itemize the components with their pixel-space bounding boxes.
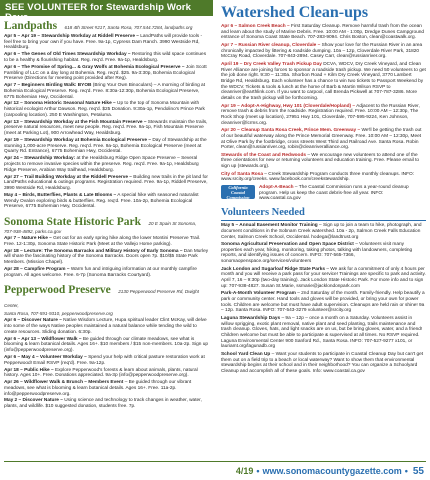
coastal-commission-logo — [221, 185, 255, 199]
event-item — [4, 267, 209, 278]
event-item — [4, 236, 209, 247]
event-text: Spend your help with critical pasture restoration work at Pepperwood! Email RSVP (req'd). Free. 9a-12p. — [4, 354, 205, 366]
adopt-text: – The Coastal Commission runs a year-round cleanup program. Help us keep the coast debris-free all year. INFO: www.coastal.ca.gov — [259, 185, 409, 202]
stewards-heading: Stewards of the Coast and Redwoods — [221, 152, 306, 158]
volunteer-heading: Jack London and Sugarloaf Ridge State Parks — [221, 266, 325, 272]
event-date: Apr 19 – — [4, 138, 23, 144]
cleanup-text: Adjacent to the Russian River, remove trash & debris from the roadside. Registration required. Free. 10:00 AM – 12:30p, The Rock Shop (meet up location), 27951 Hwy 101, Cloverdale, 707-595-9224, Ken Johnson, cleanriver@lcrms.org. — [221, 103, 420, 126]
page-number: 55 — [412, 465, 424, 477]
volunteer-text: – Want your students to participate in Coastal Cleanup Day but can't get them out on a field trip to a beach or local waterway? Want to show them that environmental stewardship begins at their school and in their neighborhood? You can organize a Schoolyard Cleanup and accomplish all of these goals. Info: www.coastal.ca.gov — [221, 351, 424, 375]
event-title: Wildflower Walk – — [41, 336, 82, 342]
pepperwood-heading — [4, 283, 209, 317]
sonoma-state-events — [0, 236, 213, 278]
cleanup-item — [221, 128, 426, 151]
event-item — [4, 249, 209, 266]
event-title: Discover Nature – — [21, 318, 62, 324]
event-item — [4, 52, 209, 63]
volunteer-item — [221, 352, 426, 375]
volunteer-text: – We ask for a commitment of only 4 hours per month and you will receive a park pass for your service! Trainings are specific to park and activity. April 7, 16 – 9:30p (two-day training). Jack London State Historic Park. For more info and to sign up: 707-938-4827. Susan St.Marie, ssmarie@jacklondonpark.com — [221, 266, 426, 289]
event-title: Wildflower Walk & Brunch – Members Event — [24, 380, 124, 386]
event-text: Stewards maintain the trails, preserve natural resources, meet new people. Reg. req'd. Free. 9a-1p, Fish Mountain Preserve (meet at Parking Lot), 900 Arrowhead Way, Healdsburg. — [4, 119, 208, 137]
event-text: Up to the top of Sonoma Mountain with historical ecologist Arthur Dawson. Reg. req'd. $25 Donation. 9:30a-1p, Pendolino's Prince Park (carpooling location). 250 E Washington, Petaluma. — [4, 101, 205, 118]
cleanup-heading: April 19 – Dry Creek Valley Trash Pickup Day — [221, 61, 322, 67]
event-text: Dan Murley will share the fascinating history of the Sonoma Barracks. Doors open 7p. $10/$5 State Park Members. (Mission Chapel). — [4, 248, 209, 266]
cleanup-item — [221, 62, 426, 102]
event-item — [4, 175, 209, 192]
event-title: The Genes of Old Times Stewardship Workday – — [21, 52, 131, 58]
volunteer-item — [221, 242, 426, 265]
sonoma-state-address: 20 E Spain St Sonoma, — [148, 221, 197, 227]
event-text: (Bring Your Own Binoculars) – A morning of birding at Bohemia Ecological Preserve. Reg. req'd. Free. 8:30a-12:30p, Bohemia Ecological Preserve, 6775 Bohemian Hwy, Occidental. — [4, 83, 206, 100]
stewardship-banner: SEE VOLUNTEER for Stewardship Work Days — [0, 0, 213, 16]
right-column — [217, 0, 430, 462]
event-item — [4, 368, 209, 379]
city-heading: City of Santa Rosa — [221, 171, 263, 177]
adopt-row — [221, 185, 426, 202]
event-date: Apr 24 – — [4, 156, 23, 162]
event-date: May 4 – — [4, 192, 22, 198]
event-text: A special hike with seasoned naturalist Wendy Ovalon exploring birds & butterflies. Reg. req'd. Free. 10a-2p, Bohemia Ecological Preserve, 6775 Bohemian Hwy, Occidental. — [4, 192, 199, 210]
footer — [0, 462, 430, 480]
event-title: Beginners Birding Walk: BYOB — [21, 83, 92, 89]
event-date: Apr 18 – — [4, 367, 23, 373]
event-item — [4, 380, 209, 397]
event-date: Apr 5 – Apr 19 – — [4, 34, 40, 39]
event-title: Stewardship Workday at the Fish Mountain Preserve – — [24, 119, 147, 125]
event-date: Apr 28 – — [4, 266, 23, 272]
event-item — [4, 83, 209, 100]
landpaths-name: Landpaths — [4, 20, 58, 32]
city-text: – Creek Stewardship Program conducts three monthly cleanups. INFO: www.srcity.org/creeks. www.facebook.com/creekstewardship. — [221, 171, 414, 183]
event-text: – Be guided through our vibrant meadows, see what is blooming & learn botanical details. Ages 16+. Free. 11a-2p. info@pepperwoodpreserve.org. — [4, 380, 192, 397]
event-title: Campfire Program – — [24, 266, 70, 272]
event-item — [4, 193, 209, 210]
event-text: Native Wisdom Lecture, Hupa spiritual leader Clint McKay, will delve into some of the ways Native peoples maintained a natural balance while tending the wild to create resources. Sliding donation. 6:30p. — [4, 318, 207, 335]
stewards-text: – We encourage new volunteers to attend one of the three orientations for new or returning volunteers and education training. Free. Please email to sign up (stewards.org). — [221, 152, 420, 170]
left-column — [0, 0, 213, 462]
volunteer-heading: May 5 – Annual Easement Monitor Training — [221, 223, 318, 229]
volunteer-text: – Sign up to join a team to hike, photograph, and document conditions in the Sobnam Creek watershed. 10a - 2p, Salmon Creek Falls Education Center, Salmon Creek School, Occidental. hodega@landtrust.org — [221, 223, 422, 240]
logo-text: California Coastal Commission — [226, 184, 250, 200]
event-item — [4, 318, 209, 335]
event-title: Stewardship Workday at Riddell Preserve – — [41, 34, 139, 39]
sonoma-state-name: Sonoma State Historic Park — [4, 216, 142, 229]
event-item — [4, 355, 209, 366]
cleanup-text: Show your love for the Russian River in an area chronically impacted by littering & roadside dumping. 10a – 12p, Cloverdale River Park, 31820 McCray Road, Cloverdale. 707-843-2894. Casey Carr, clean@russianriver.org. — [221, 42, 423, 60]
cleanup-heading: Apr 7 – Russian River cleanup, Cloverdale – — [221, 42, 321, 48]
volunteer-item — [221, 291, 426, 314]
volunteer-item — [221, 267, 426, 290]
event-text: at the Healdsburg Ridge Open Space Preserve – Several projects to remove invasive species within the preserve. Reg. req'd. Free. 9a-1p, Healdsburg Ridge Preserve, Arabian Way trailhead, Healdsburg. — [4, 156, 199, 173]
event-item — [4, 138, 209, 155]
stewards-item — [221, 153, 426, 170]
event-text: Get out for an early spring hike along the lower Montini Preserve Trail. Free. 12-1:30p, Sonoma State Historic Park (Meet at the Vallejo Home parking). — [4, 236, 201, 247]
event-title: Lecture: The Sonoma Barracks and Military History of Early Sonoma – — [24, 248, 183, 254]
cleanup-heading: Apr 6 – Salmon Creek Beach – — [221, 24, 290, 29]
event-date: May 2 – — [4, 398, 22, 404]
event-date: Apr 6 – — [4, 64, 21, 70]
landpaths-address: 618 4th Street #217, Santa Rosa, 707.544.7284, landpaths.org — [64, 25, 193, 30]
event-item — [4, 398, 209, 409]
event-text: Restoring this wild space continues to be a healthy & flourishing habitat. Reg. req'd. Free. 9a-1p, Healdsburg. — [4, 52, 207, 63]
sonoma-state-heading — [4, 215, 209, 235]
event-text: Building new trails in the pit land for LandPaths educational & outings programs. Registration required. Free. 9a-1p, Riddell Preserve, 3990 Westside Rd, Healdsburg. — [4, 174, 209, 192]
cleanup-item — [221, 104, 426, 127]
event-title: Sonoma Historic Seasonal Nature Hike – — [24, 101, 116, 107]
event-item — [4, 34, 209, 51]
volunteer-text: – 2nd Saturday of the month. Family-friendly. Help beautify a park or community center. Hand tools and gloves will be provided, or bring your own for power tools. Children are welcome but must have adult supervision. Cleanups are held rain or shine! 9a – 12p. Santa Rosa. INFO: 707-543-3279 volunteer@srcity.org — [221, 291, 425, 314]
volunteer-item — [221, 316, 426, 350]
volunteers-title: Volunteers Needed — [221, 207, 305, 219]
event-text: Join Scott Fambling of LLC on a day long at Bohemia. Reg. req'd. $25. 9a-3:30p, Bohemia Ecological Preserve (Directions for meeting point provided after Reg). — [4, 64, 207, 82]
cleanup-text: DCVA, WDCV, Dry Creek Vineyard, and Clean River Alliance are joining forces to sponsor a roadside trash pickup. We need 50 volunteers to get the job done right. 9:30 – 11:30a. Shorbon Road + Kilm Dry Creek Vineyard, 3770 Lambert Bridge Rd, Healdsburg. Each volunteer has a chance to win two tickets to Passport Weekend by the WDCV. Tickets & tools & lunch at the home of Barb & Martin Wilson RSVP to cleanriver@earthlink.com. If you want to carpool, call Brenda Pickwell at 707-787-3286. More details on the trash pickup will be forthcoming. — [221, 61, 426, 102]
footer-site-link[interactable]: www.sonomacountygazette.com — [262, 466, 402, 476]
pepperwood-address2: Santa Rosa, 707-591-9310, pepperwoodpreserve.org — [4, 311, 113, 317]
event-title: Discover Nature – — [22, 398, 63, 404]
event-title: Stewardship Workday at Bohemia Ecological Preserve – — [24, 138, 151, 144]
volunteer-item — [221, 223, 426, 240]
pepperwood-events — [0, 318, 213, 409]
event-text: Using science and technology to track changes in weather, water, plants, and wildlife. $10 suggested donation, students free. 7p. — [4, 398, 202, 410]
sonoma-state-address2: 707-938-4892, parks.ca.gov — [4, 229, 62, 235]
volunteer-text: – 9a – 12p – once a month on a Saturday. Volunteers assist in willow sprigging, exotic plant removal, native plant and seed planting, trails maintenance and trash cleanup. Gloves, hats, and light snacks are on us, but be bring gloves, water, and a friend! Children welcome but must be able to participate & supervised at all times. No RSVP required. Laguna Environmental Center 900 Sanford Rd., Santa Rosa. INFO: 707-527-9277 x101, or lauriamt.org/lagunadb.org — [221, 315, 423, 350]
volunteers-rule — [221, 220, 426, 221]
event-title: Birds, Butterflies, Plants & Late Blooms – — [22, 192, 117, 198]
event-item — [4, 65, 209, 82]
event-text: LandPaths will provide tools - feel free to bring your own if you have. Free. 9a-1p, Cypress Dam Ranch. 3990 Westside Rd, Healdsburg. — [4, 34, 203, 51]
pepperwood-name: Pepperwood Preserve — [4, 284, 111, 297]
event-title: Stewardship Workday: — [24, 156, 76, 162]
cleanup-heading: Apr 20 – Cleanup Santa Rosa Creek, Prince Mem. Greenway – — [221, 128, 361, 134]
watershed-items — [217, 24, 430, 151]
volunteer-text: – Volunteers visit many properties each year, hiking, monitoring, taking photos, talking with landowners, completing reports, and identifying issues of concern. INFO: 707-565-7366, sonomaopenspace.org/services/volunteers — [221, 242, 413, 265]
event-date: Apr 7 – — [4, 236, 21, 242]
event-date: Apr 26 – — [4, 380, 23, 386]
event-title: Volunteer Workday – — [39, 354, 87, 360]
footer-date: 4/19 — [235, 466, 254, 476]
volunteer-heading: School Yard Clean Up — [221, 351, 271, 357]
event-title: Nature Hike – — [21, 236, 52, 242]
landpaths-events — [0, 34, 213, 210]
watershed-title: Watershed Clean-ups — [221, 4, 369, 21]
event-date: Apr 6 – — [4, 318, 21, 324]
event-date: Apr 12 – — [4, 101, 23, 107]
event-item — [4, 156, 209, 173]
volunteers-items — [217, 223, 430, 375]
cleanup-item — [221, 43, 426, 60]
landpaths-heading — [4, 19, 209, 33]
cleanup-heading: Apr 19 – Adopt-A-Highway, Hwy 101 (Cloverdale/Hopland) – — [221, 103, 356, 109]
event-date: Apr 18 – — [4, 248, 23, 254]
cleanup-item — [221, 24, 426, 41]
cleanup-text: First Saturday Cleanup. Remove harmful trash from the ocean and learn about the study of Marine Debris. Free. 10:00 AM - 1:00p, Dredge Dunes Campground entrance of Sonoma Coast State Beach. 707-283-9094. Chris Boston, clean@coastwalk.org. — [221, 24, 425, 41]
event-item — [4, 101, 209, 118]
event-date: Apr 13 – — [4, 119, 23, 125]
pepperwood-address: 2130 Pepperwood Preserve Rd, Dwight Center, — [4, 289, 199, 309]
event-date: Apr 27 – — [4, 174, 23, 180]
event-date: Apr 6 – May 4 – — [4, 354, 39, 360]
cleanup-text: We'll be getting the trash out of our beautiful waterway along the Prince Memorial Greenway. Free. 10:00 AM – 12:30p, Meet at Olive Park by the footbridge, cross streets West Third and Railroad Ave. Santa Rosa. Robin Porter, clean@russianriver.org, robin@cleanriveralliance.org. — [221, 128, 422, 151]
event-text: Day of Stewardship at the stunning 1,000-acre Preserve. Reg. req'd. Free. 9a-1p, Bohemia Ecological Preserve (meet at Quarry Rd. Entrance), 6775 Bohemian Hwy, Occidental. — [4, 138, 207, 155]
event-item — [4, 120, 209, 137]
event-text: Warm fun and intriguing information at our monthly campfire program. All ages welcome. Free. 6-7p (Sonoma Barracks Courtyard). — [4, 266, 197, 278]
volunteer-heading: Sonoma Agricultural Preservation and Open Space District — [221, 242, 354, 248]
event-text: Explore Pepperwood's forests & learn about animals, plants, natural history. Ages 10+. Free. Donations appreciated. 9a-3p (info@pepperwoodpreserve.org). — [4, 367, 198, 379]
volunteer-heading: Park-A-Month Volunteer Program — [221, 291, 296, 297]
event-text: Be guided through our climate meadows, see what is blooming & learn botanical details. Ages 16+. $10 members / $15 non-members. 10a-2p. Sign up (info@pepperwoodpreserve.org). — [4, 336, 208, 354]
event-title: Public Hike – — [24, 367, 54, 373]
adopt-heading: Adopt-A-Beach — [259, 185, 294, 191]
event-date: Apr 7 – — [4, 83, 21, 89]
event-title: The Promise of Spring... & Gray Wolfs at Bohemia Ecological Preserve – — [21, 64, 185, 70]
event-date: Apr 6 – — [4, 52, 21, 58]
event-date: Apr 6 – Apr 13 – — [4, 336, 40, 342]
event-title: Trail Building Workday at the Riddell Preserve – — [24, 174, 132, 180]
adopt-item — [259, 185, 426, 202]
event-item — [4, 337, 209, 354]
footer-separator-2: • — [404, 466, 408, 476]
volunteer-heading: Laguna Stewardship Days — [221, 315, 281, 321]
footer-separator: • — [256, 466, 260, 476]
city-item — [221, 172, 426, 183]
